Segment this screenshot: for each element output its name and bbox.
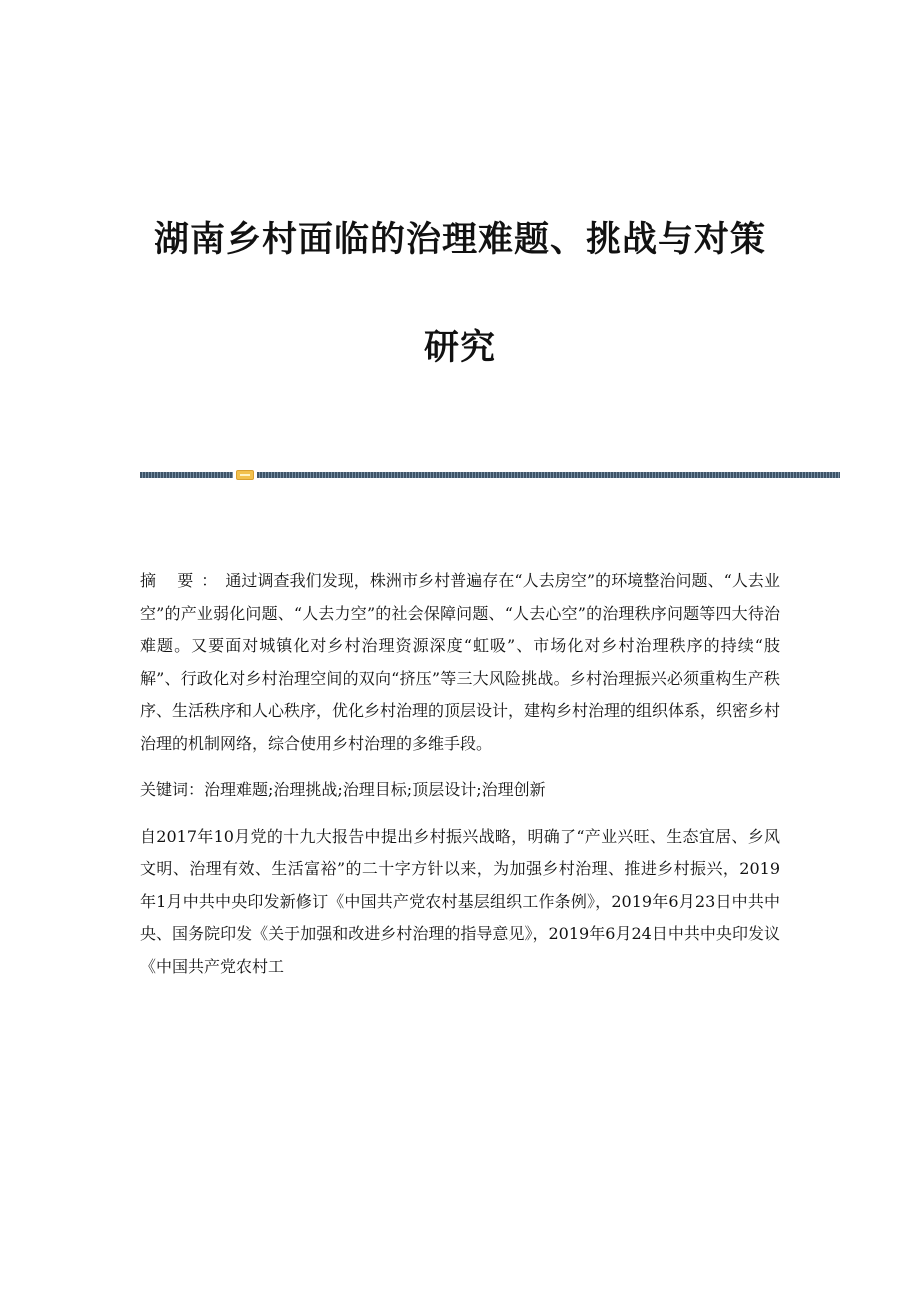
divider-ornament-icon — [236, 470, 254, 480]
page-title — [0, 205, 920, 421]
abstract-text: 通过调查我们发现，株洲市乡村普遍存在“人去房空”的环境整治问题、“人去业空”的产业弱化问题、“人去力空”的社会保障问题、“人去心空”的治理秩序问题等四大待治难题。又要面对城镇化对乡村治理资源深度“虹吸”、市场化对乡村治理秩序的持续“肢解”、行政化对乡村治理空间的双向“挤压”等三大风险挑战。乡村治理振兴必须重构生产秩序、生活秩序和人心秩序，优化乡村治理的顶层设计，建构乡村治理的组织体系，织密乡村治理的机制网络，综合使用乡村治理的多维手段。 — [140, 571, 781, 753]
title-line-2: 研究 — [423, 328, 496, 368]
keywords-text: 治理难题;治理挑战;治理目标;顶层设计;治理创新 — [204, 780, 546, 799]
keywords-label: 关键词： — [140, 780, 205, 799]
title-line-1: 湖南乡村面临的治理难题、挑战与对策 — [153, 220, 766, 260]
abstract-paragraph — [140, 565, 780, 760]
keywords-paragraph — [140, 774, 780, 807]
divider-bar-left — [140, 472, 233, 478]
document-content — [140, 565, 780, 997]
body-paragraph-1: 自2017年10月党的十九大报告中提出乡村振兴战略，明确了“产业兴旺、生态宜居、乡风文明、治理有效、生活富裕”的二十字方针以来，为加强乡村治理、推进乡村振兴，2019年1月中共中央印发新修订《中国共产党农村基层组织工作条例》，2019年6月23日中共中央、国务院印发《关于加强和改进乡村治理的指导意见》，2019年6月24日中共中央印发议《中国共产党农村工 — [140, 826, 780, 976]
abstract-label: 摘 要： — [140, 571, 226, 590]
divider-bar-right — [257, 472, 840, 478]
title-divider — [140, 470, 840, 480]
